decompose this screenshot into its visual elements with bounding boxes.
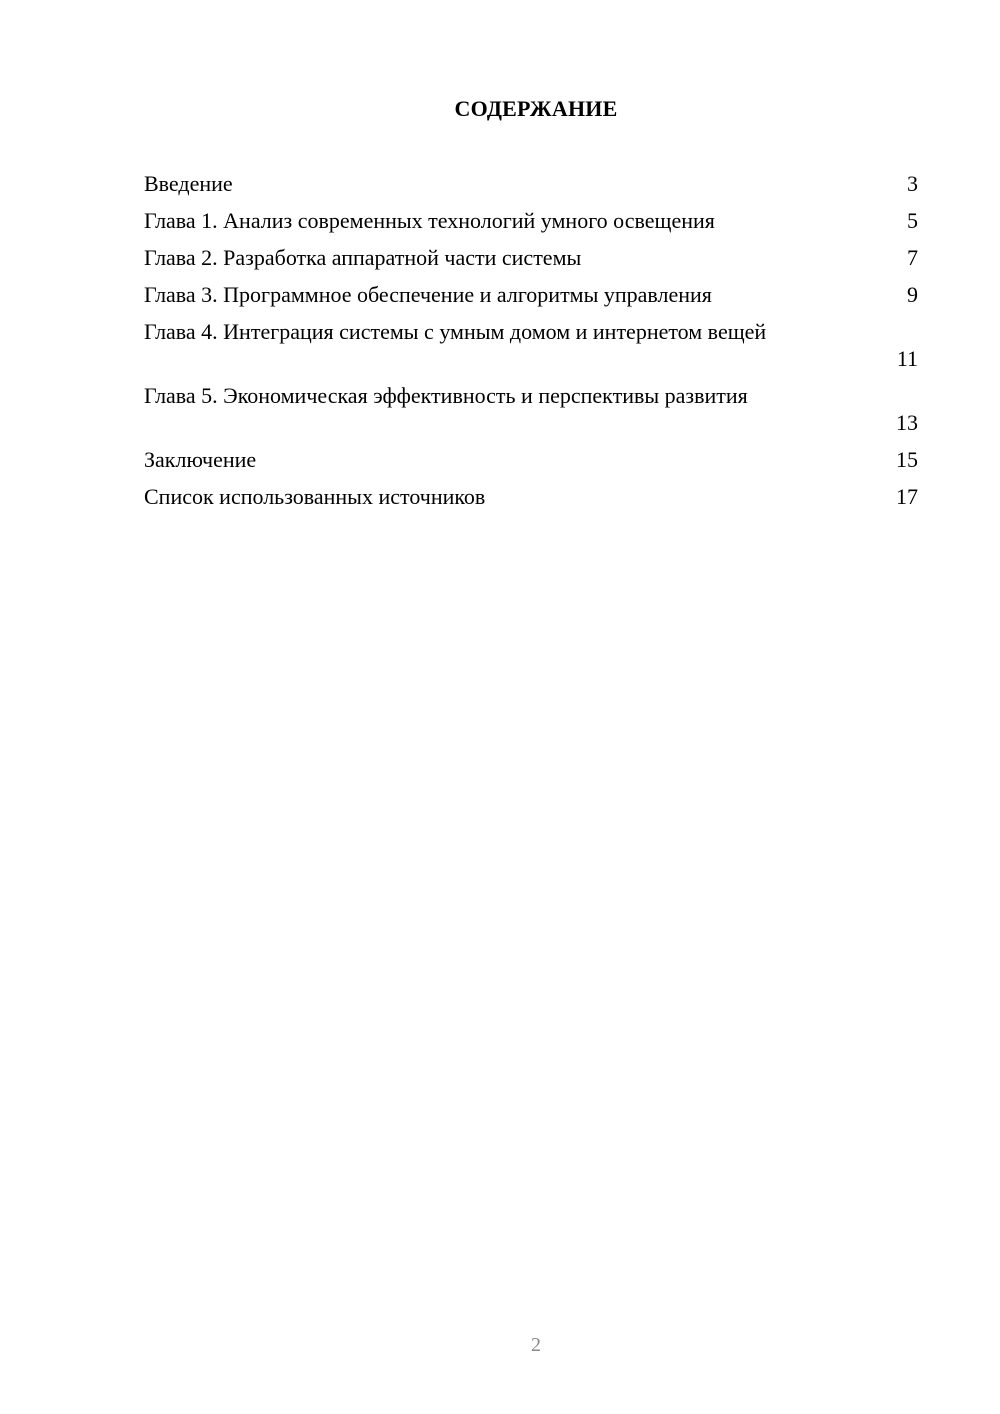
toc-entry-title: Глава 5. Экономическая эффективность и перспективы развития — [144, 383, 748, 408]
toc-entry-title: Список использованных источников — [144, 484, 486, 509]
toc-entry-title: Глава 4. Интеграция системы с умным домом и интернетом вещей — [144, 319, 767, 344]
toc-entry-page: 7 — [907, 245, 918, 270]
toc-entry-title: Глава 3. Программное обеспечение и алгоритмы управления — [144, 282, 712, 307]
toc-entry-title: Глава 1. Анализ современных технологий умного освещения — [144, 208, 715, 233]
toc-entry-page: 3 — [907, 171, 918, 196]
toc-entry-title: Глава 2. Разработка аппаратной части системы — [144, 245, 582, 270]
toc-entry[interactable] — [144, 244, 918, 281]
toc-entry[interactable] — [144, 483, 918, 520]
page-number: 2 — [531, 1334, 541, 1356]
table-of-contents — [144, 170, 918, 520]
toc-entry[interactable] — [144, 170, 918, 207]
toc-entry-page: 11 — [896, 346, 918, 371]
toc-entry-page: 15 — [896, 447, 918, 472]
toc-entry[interactable] — [144, 382, 918, 446]
toc-entry[interactable] — [144, 446, 918, 483]
toc-entry[interactable] — [144, 207, 918, 244]
toc-entry[interactable] — [144, 318, 918, 382]
toc-entry-page: 13 — [896, 410, 918, 435]
toc-entry[interactable] — [144, 281, 918, 318]
toc-entry-page: 9 — [907, 282, 918, 307]
toc-entry-page: 17 — [896, 484, 918, 509]
page-title: СОДЕРЖАНИЕ — [454, 96, 618, 121]
toc-entry-title: Введение — [144, 171, 233, 196]
toc-entry-page: 5 — [907, 208, 918, 233]
toc-entry-title: Заключение — [144, 447, 257, 472]
